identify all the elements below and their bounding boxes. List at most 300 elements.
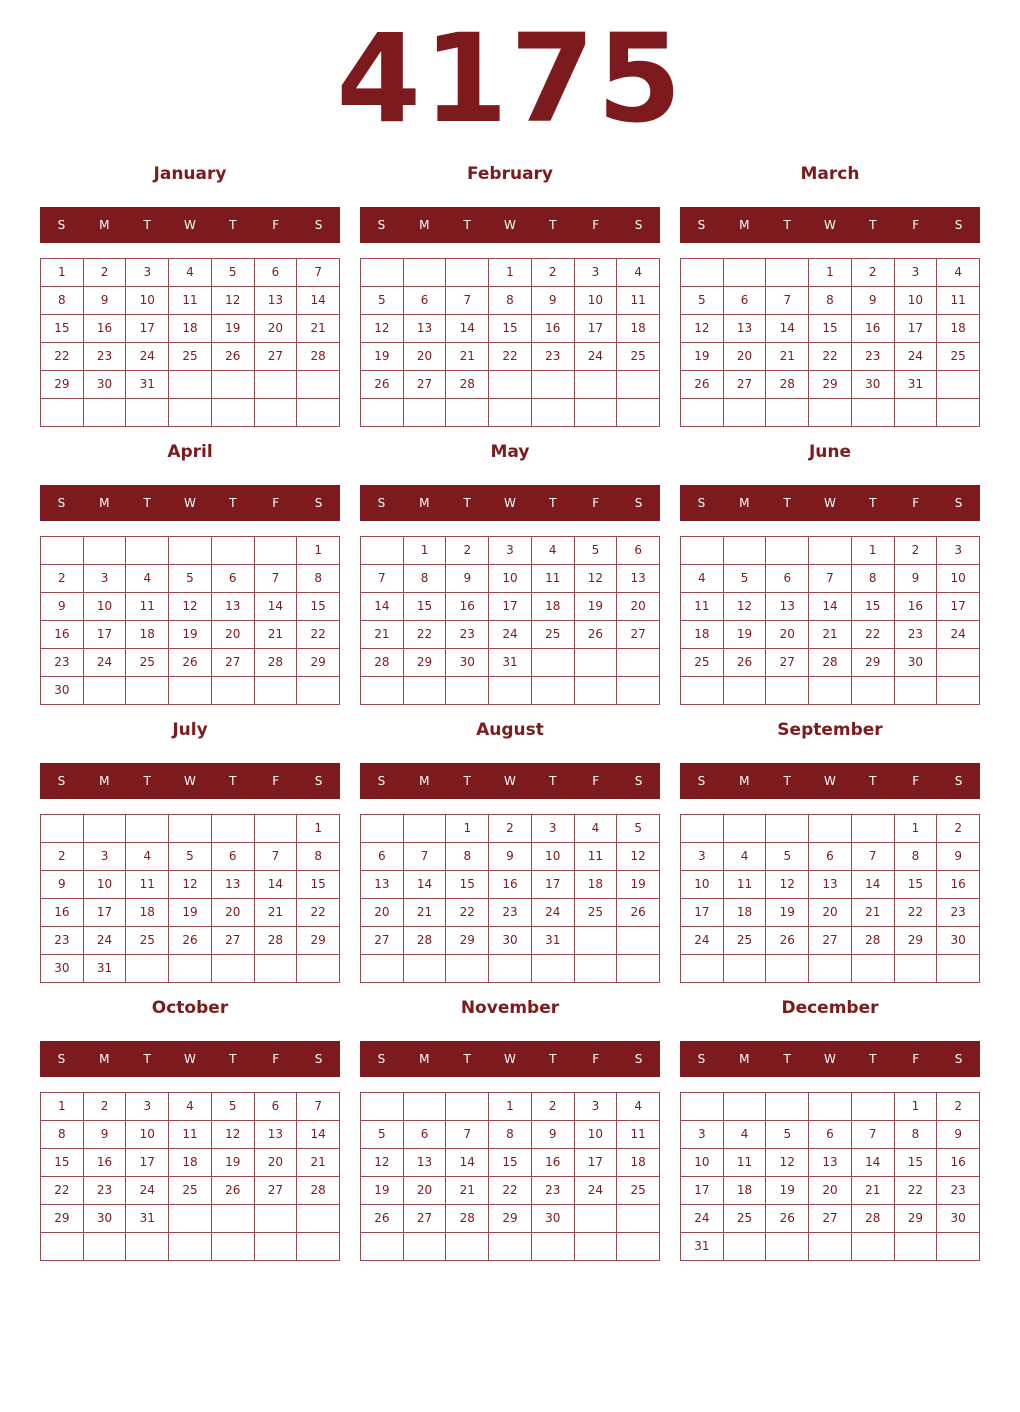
- month-june: [680, 430, 980, 708]
- day-cell: 23: [84, 343, 127, 371]
- day-cell: 15: [297, 871, 340, 899]
- day-cell: 21: [361, 621, 404, 649]
- day-cell: 6: [617, 537, 660, 565]
- day-cell: 17: [126, 1149, 169, 1177]
- day-cell: 26: [169, 649, 212, 677]
- empty-day-cell: [126, 677, 169, 705]
- empty-day-cell: [766, 537, 809, 565]
- day-cell: 4: [575, 815, 618, 843]
- day-cell: 1: [41, 1093, 84, 1121]
- day-cell: 11: [937, 287, 980, 315]
- day-cell: 16: [532, 1149, 575, 1177]
- day-cell: 2: [852, 259, 895, 287]
- day-cell: 22: [489, 1177, 532, 1205]
- day-cell: 10: [84, 593, 127, 621]
- day-cell: 19: [617, 871, 660, 899]
- day-cell: 17: [532, 871, 575, 899]
- day-cell: 16: [937, 871, 980, 899]
- empty-day-cell: [446, 1233, 489, 1261]
- day-cell: 24: [681, 927, 724, 955]
- weekday-header: S: [697, 1052, 706, 1066]
- day-cell: 25: [126, 927, 169, 955]
- day-cell: 14: [446, 1149, 489, 1177]
- day-cell: 22: [446, 899, 489, 927]
- day-cell: 8: [446, 843, 489, 871]
- day-cell: 15: [489, 1149, 532, 1177]
- day-cell: 30: [895, 649, 938, 677]
- empty-day-cell: [361, 677, 404, 705]
- weekday-header: W: [824, 774, 836, 788]
- day-cell: 16: [532, 315, 575, 343]
- day-cell: 7: [446, 287, 489, 315]
- day-cell: 31: [681, 1233, 724, 1261]
- day-cell: 28: [446, 371, 489, 399]
- weekday-header: M: [739, 1052, 750, 1066]
- weekday-header: S: [314, 774, 323, 788]
- day-cell: 13: [255, 287, 298, 315]
- empty-day-cell: [617, 649, 660, 677]
- month-name: September: [777, 720, 883, 740]
- day-cell: 20: [255, 1149, 298, 1177]
- day-cell: 14: [361, 593, 404, 621]
- empty-day-cell: [681, 1093, 724, 1121]
- empty-day-cell: [681, 259, 724, 287]
- day-cell: 24: [84, 649, 127, 677]
- empty-day-cell: [575, 399, 618, 427]
- day-cell: 11: [617, 1121, 660, 1149]
- day-cell: 3: [937, 537, 980, 565]
- day-cell: 9: [84, 287, 127, 315]
- empty-day-cell: [532, 955, 575, 983]
- empty-day-cell: [255, 537, 298, 565]
- day-cell: 9: [895, 565, 938, 593]
- weekday-header: F: [912, 1052, 920, 1066]
- empty-day-cell: [404, 259, 447, 287]
- day-cell: 23: [489, 899, 532, 927]
- day-cell: 10: [575, 1121, 618, 1149]
- day-cell: 27: [809, 927, 852, 955]
- empty-day-cell: [895, 677, 938, 705]
- weekday-header: M: [739, 218, 750, 232]
- day-cell: 4: [169, 259, 212, 287]
- weekday-header: T: [143, 1052, 151, 1066]
- day-cell: 18: [617, 315, 660, 343]
- day-cell: 20: [212, 899, 255, 927]
- empty-day-cell: [724, 955, 767, 983]
- empty-day-cell: [617, 1205, 660, 1233]
- day-cell: 19: [766, 899, 809, 927]
- empty-day-cell: [681, 537, 724, 565]
- day-cell: 23: [937, 1177, 980, 1205]
- day-cell: 21: [297, 1149, 340, 1177]
- empty-day-cell: [575, 1205, 618, 1233]
- empty-day-cell: [212, 1205, 255, 1233]
- day-cell: 9: [937, 843, 980, 871]
- weekday-header: S: [377, 218, 386, 232]
- day-cell: 27: [809, 1205, 852, 1233]
- day-cell: 21: [297, 315, 340, 343]
- month-name: December: [781, 998, 879, 1018]
- empty-day-cell: [681, 677, 724, 705]
- day-cell: 1: [404, 537, 447, 565]
- day-cell: 15: [852, 593, 895, 621]
- empty-day-cell: [575, 955, 618, 983]
- day-grid: [360, 258, 660, 427]
- empty-day-cell: [766, 1093, 809, 1121]
- empty-day-cell: [404, 815, 447, 843]
- empty-day-cell: [169, 1205, 212, 1233]
- empty-day-cell: [169, 1233, 212, 1261]
- weekday-header-bar: [360, 485, 660, 521]
- day-cell: 28: [297, 1177, 340, 1205]
- empty-day-cell: [126, 399, 169, 427]
- empty-day-cell: [446, 955, 489, 983]
- day-cell: 19: [169, 621, 212, 649]
- day-cell: 28: [255, 927, 298, 955]
- day-cell: 19: [575, 593, 618, 621]
- day-cell: 17: [937, 593, 980, 621]
- day-cell: 20: [809, 899, 852, 927]
- weekday-header: M: [419, 774, 430, 788]
- empty-day-cell: [575, 649, 618, 677]
- empty-day-cell: [212, 955, 255, 983]
- day-cell: 1: [489, 259, 532, 287]
- empty-day-cell: [84, 537, 127, 565]
- empty-day-cell: [766, 399, 809, 427]
- day-cell: 1: [489, 1093, 532, 1121]
- day-cell: 28: [361, 649, 404, 677]
- empty-day-cell: [489, 371, 532, 399]
- day-cell: 4: [126, 843, 169, 871]
- day-cell: 26: [361, 1205, 404, 1233]
- weekday-header: S: [57, 774, 66, 788]
- day-cell: 29: [895, 1205, 938, 1233]
- day-cell: 9: [532, 287, 575, 315]
- weekday-header: T: [463, 1052, 471, 1066]
- day-cell: 11: [532, 565, 575, 593]
- day-grid: [680, 1092, 980, 1261]
- day-cell: 23: [852, 343, 895, 371]
- day-cell: 20: [404, 1177, 447, 1205]
- day-cell: 7: [297, 1093, 340, 1121]
- day-cell: 8: [895, 1121, 938, 1149]
- empty-day-cell: [169, 537, 212, 565]
- day-cell: 27: [255, 1177, 298, 1205]
- day-cell: 16: [895, 593, 938, 621]
- empty-day-cell: [255, 1205, 298, 1233]
- empty-day-cell: [895, 399, 938, 427]
- day-cell: 17: [126, 315, 169, 343]
- day-cell: 24: [937, 621, 980, 649]
- day-cell: 4: [937, 259, 980, 287]
- day-cell: 15: [404, 593, 447, 621]
- day-cell: 4: [681, 565, 724, 593]
- day-cell: 5: [361, 1121, 404, 1149]
- weekday-header: F: [592, 774, 600, 788]
- weekday-header: M: [99, 496, 110, 510]
- day-cell: 17: [895, 315, 938, 343]
- empty-day-cell: [937, 399, 980, 427]
- day-cell: 17: [681, 899, 724, 927]
- empty-day-cell: [255, 399, 298, 427]
- empty-day-cell: [212, 815, 255, 843]
- day-cell: 10: [84, 871, 127, 899]
- day-cell: 18: [169, 315, 212, 343]
- day-cell: 14: [446, 315, 489, 343]
- empty-day-cell: [489, 1233, 532, 1261]
- day-cell: 6: [404, 1121, 447, 1149]
- day-cell: 18: [617, 1149, 660, 1177]
- weekday-header: M: [99, 1052, 110, 1066]
- weekday-header: T: [869, 218, 877, 232]
- day-cell: 10: [489, 565, 532, 593]
- day-cell: 23: [937, 899, 980, 927]
- weekday-header-bar: [360, 1041, 660, 1077]
- day-cell: 19: [724, 621, 767, 649]
- empty-day-cell: [852, 399, 895, 427]
- day-cell: 27: [212, 649, 255, 677]
- day-cell: 3: [532, 815, 575, 843]
- day-cell: 5: [766, 1121, 809, 1149]
- weekday-header: W: [824, 1052, 836, 1066]
- weekday-header: S: [377, 1052, 386, 1066]
- empty-day-cell: [41, 1233, 84, 1261]
- day-cell: 7: [446, 1121, 489, 1149]
- day-cell: 15: [297, 593, 340, 621]
- day-cell: 25: [532, 621, 575, 649]
- day-cell: 1: [446, 815, 489, 843]
- day-cell: 11: [169, 1121, 212, 1149]
- day-cell: 19: [169, 899, 212, 927]
- day-cell: 12: [361, 1149, 404, 1177]
- day-cell: 29: [41, 1205, 84, 1233]
- day-cell: 12: [169, 871, 212, 899]
- day-cell: 18: [724, 899, 767, 927]
- day-cell: 13: [809, 871, 852, 899]
- day-cell: 3: [489, 537, 532, 565]
- weekday-header: W: [824, 218, 836, 232]
- weekday-header: S: [57, 496, 66, 510]
- day-cell: 25: [169, 343, 212, 371]
- day-cell: 31: [84, 955, 127, 983]
- weekday-header-bar: [40, 485, 340, 521]
- empty-day-cell: [937, 955, 980, 983]
- day-cell: 4: [126, 565, 169, 593]
- empty-day-cell: [84, 815, 127, 843]
- day-cell: 18: [169, 1149, 212, 1177]
- day-cell: 8: [297, 565, 340, 593]
- weekday-header: T: [783, 1052, 791, 1066]
- day-cell: 10: [895, 287, 938, 315]
- day-cell: 9: [489, 843, 532, 871]
- day-cell: 22: [489, 343, 532, 371]
- empty-day-cell: [404, 1233, 447, 1261]
- day-cell: 25: [724, 927, 767, 955]
- empty-day-cell: [724, 1233, 767, 1261]
- month-name: April: [167, 442, 213, 462]
- day-cell: 24: [126, 343, 169, 371]
- day-cell: 10: [575, 287, 618, 315]
- empty-day-cell: [361, 955, 404, 983]
- day-cell: 26: [212, 1177, 255, 1205]
- day-cell: 22: [297, 899, 340, 927]
- empty-day-cell: [724, 259, 767, 287]
- month-august: [360, 708, 660, 986]
- empty-day-cell: [84, 399, 127, 427]
- empty-day-cell: [937, 649, 980, 677]
- weekday-header: S: [697, 496, 706, 510]
- weekday-header-bar: [680, 207, 980, 243]
- day-cell: 30: [937, 1205, 980, 1233]
- day-cell: 7: [404, 843, 447, 871]
- day-cell: 25: [937, 343, 980, 371]
- weekday-header-bar: [680, 485, 980, 521]
- weekday-header: T: [549, 1052, 557, 1066]
- day-cell: 29: [895, 927, 938, 955]
- day-grid: [680, 258, 980, 427]
- empty-day-cell: [446, 259, 489, 287]
- empty-day-cell: [809, 1093, 852, 1121]
- day-cell: 30: [532, 1205, 575, 1233]
- day-cell: 11: [617, 287, 660, 315]
- day-cell: 30: [41, 677, 84, 705]
- day-cell: 5: [617, 815, 660, 843]
- day-cell: 24: [575, 343, 618, 371]
- day-cell: 15: [446, 871, 489, 899]
- day-cell: 13: [809, 1149, 852, 1177]
- weekday-header: T: [783, 774, 791, 788]
- day-cell: 17: [681, 1177, 724, 1205]
- weekday-header: T: [869, 1052, 877, 1066]
- weekday-header: S: [697, 218, 706, 232]
- weekday-header-bar: [680, 763, 980, 799]
- day-cell: 2: [895, 537, 938, 565]
- day-cell: 8: [809, 287, 852, 315]
- day-cell: 14: [404, 871, 447, 899]
- day-cell: 21: [255, 899, 298, 927]
- day-grid: [40, 1092, 340, 1261]
- day-cell: 20: [617, 593, 660, 621]
- day-cell: 20: [361, 899, 404, 927]
- day-cell: 15: [41, 315, 84, 343]
- day-cell: 26: [169, 927, 212, 955]
- weekday-header: T: [229, 218, 237, 232]
- day-cell: 5: [724, 565, 767, 593]
- day-cell: 1: [895, 815, 938, 843]
- month-january: [40, 152, 340, 430]
- day-cell: 11: [126, 871, 169, 899]
- day-cell: 29: [446, 927, 489, 955]
- day-cell: 26: [681, 371, 724, 399]
- day-cell: 14: [809, 593, 852, 621]
- weekday-header: F: [592, 496, 600, 510]
- weekday-header: S: [377, 774, 386, 788]
- day-cell: 15: [809, 315, 852, 343]
- day-cell: 18: [681, 621, 724, 649]
- day-grid: [680, 814, 980, 983]
- day-cell: 7: [766, 287, 809, 315]
- month-february: [360, 152, 660, 430]
- empty-day-cell: [895, 1233, 938, 1261]
- weekday-header-bar: [40, 1041, 340, 1077]
- day-cell: 2: [41, 843, 84, 871]
- day-cell: 23: [532, 1177, 575, 1205]
- weekday-header-bar: [680, 1041, 980, 1077]
- month-december: [680, 986, 980, 1264]
- weekday-header: M: [419, 496, 430, 510]
- weekday-header-bar: [360, 763, 660, 799]
- day-cell: 13: [212, 593, 255, 621]
- day-cell: 6: [255, 259, 298, 287]
- empty-day-cell: [169, 399, 212, 427]
- empty-day-cell: [852, 1233, 895, 1261]
- day-cell: 14: [255, 593, 298, 621]
- empty-day-cell: [361, 537, 404, 565]
- day-cell: 2: [41, 565, 84, 593]
- weekday-header: T: [143, 218, 151, 232]
- day-cell: 26: [766, 1205, 809, 1233]
- empty-day-cell: [84, 1233, 127, 1261]
- weekday-header: W: [824, 496, 836, 510]
- day-cell: 6: [361, 843, 404, 871]
- day-grid: [680, 536, 980, 705]
- day-cell: 24: [126, 1177, 169, 1205]
- weekday-header: S: [377, 496, 386, 510]
- day-cell: 9: [41, 871, 84, 899]
- empty-day-cell: [404, 1093, 447, 1121]
- day-cell: 12: [169, 593, 212, 621]
- weekday-header: F: [272, 218, 280, 232]
- empty-day-cell: [169, 815, 212, 843]
- day-cell: 1: [41, 259, 84, 287]
- empty-day-cell: [297, 1233, 340, 1261]
- day-cell: 14: [255, 871, 298, 899]
- day-cell: 22: [41, 343, 84, 371]
- weekday-header: S: [634, 496, 643, 510]
- day-cell: 3: [84, 565, 127, 593]
- empty-day-cell: [937, 371, 980, 399]
- empty-day-cell: [212, 537, 255, 565]
- empty-day-cell: [361, 399, 404, 427]
- day-cell: 8: [852, 565, 895, 593]
- day-cell: 24: [575, 1177, 618, 1205]
- day-cell: 28: [852, 927, 895, 955]
- weekday-header: M: [739, 496, 750, 510]
- day-cell: 30: [852, 371, 895, 399]
- day-cell: 12: [617, 843, 660, 871]
- day-cell: 8: [41, 287, 84, 315]
- day-cell: 4: [532, 537, 575, 565]
- empty-day-cell: [681, 399, 724, 427]
- day-cell: 23: [446, 621, 489, 649]
- day-cell: 5: [681, 287, 724, 315]
- day-cell: 13: [361, 871, 404, 899]
- day-cell: 6: [404, 287, 447, 315]
- empty-day-cell: [212, 1233, 255, 1261]
- day-grid: [360, 536, 660, 705]
- day-cell: 20: [255, 315, 298, 343]
- day-cell: 5: [212, 1093, 255, 1121]
- day-cell: 11: [169, 287, 212, 315]
- day-cell: 7: [297, 259, 340, 287]
- day-cell: 26: [617, 899, 660, 927]
- empty-day-cell: [575, 1233, 618, 1261]
- weekday-header-bar: [40, 207, 340, 243]
- day-cell: 30: [937, 927, 980, 955]
- empty-day-cell: [724, 815, 767, 843]
- day-cell: 28: [852, 1205, 895, 1233]
- weekday-header: S: [954, 218, 963, 232]
